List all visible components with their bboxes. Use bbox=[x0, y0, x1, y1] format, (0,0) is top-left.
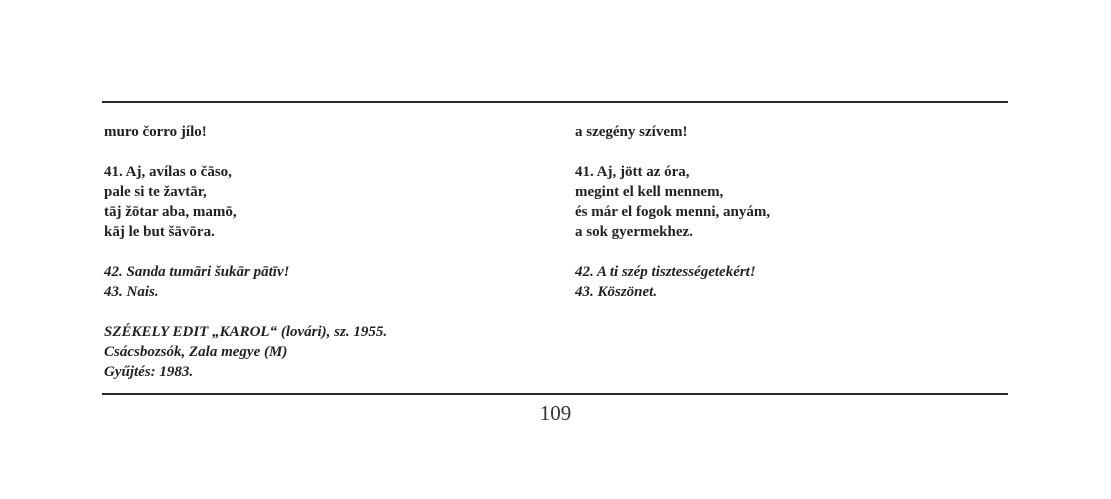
top-rule bbox=[102, 101, 1008, 103]
romani-stanza-line: 41. Aj, avílas o čāso, bbox=[104, 164, 232, 180]
spacer bbox=[104, 302, 524, 322]
hungarian-column bbox=[575, 122, 995, 302]
hungarian-stanza-line: 41. Aj, jött az óra, bbox=[575, 164, 690, 180]
informant-place: Csácsbozsók, Zala megye (M) bbox=[104, 344, 288, 360]
spacer bbox=[104, 142, 524, 162]
hungarian-closing-line: a szegény szívem! bbox=[575, 124, 688, 140]
spacer bbox=[575, 142, 995, 162]
romani-stanza-line: tāj žōtar aba, mamō, bbox=[104, 204, 237, 220]
hungarian-stanza-line: és már el fogok menni, anyám, bbox=[575, 204, 771, 220]
hungarian-stanza-line: megint el kell mennem, bbox=[575, 184, 724, 200]
hungarian-italic-line: 42. A ti szép tisztességetekért! bbox=[575, 264, 756, 280]
romani-stanza-line: pale si te žavtār, bbox=[104, 184, 207, 200]
hungarian-stanza-line: a sok gyermekhez. bbox=[575, 224, 693, 240]
romani-column bbox=[104, 122, 524, 382]
romani-stanza-line: kāj le but šāvōra. bbox=[104, 224, 215, 240]
informant-name: SZÉKELY EDIT „KAROL“ (lovári), sz. 1955. bbox=[104, 324, 388, 340]
spacer bbox=[575, 242, 995, 262]
romani-italic-line: 43. Nais. bbox=[104, 284, 159, 300]
hungarian-italic-line: 43. Köszönet. bbox=[575, 284, 658, 300]
romani-italic-line: 42. Sanda tumāri šukār pātīv! bbox=[104, 264, 290, 280]
spacer bbox=[104, 242, 524, 262]
romani-closing-line: muro čorro jílo! bbox=[104, 124, 207, 140]
page-number: 109 bbox=[539, 401, 572, 425]
collection-year: Gyűjtés: 1983. bbox=[104, 364, 194, 380]
bottom-rule bbox=[102, 393, 1008, 395]
